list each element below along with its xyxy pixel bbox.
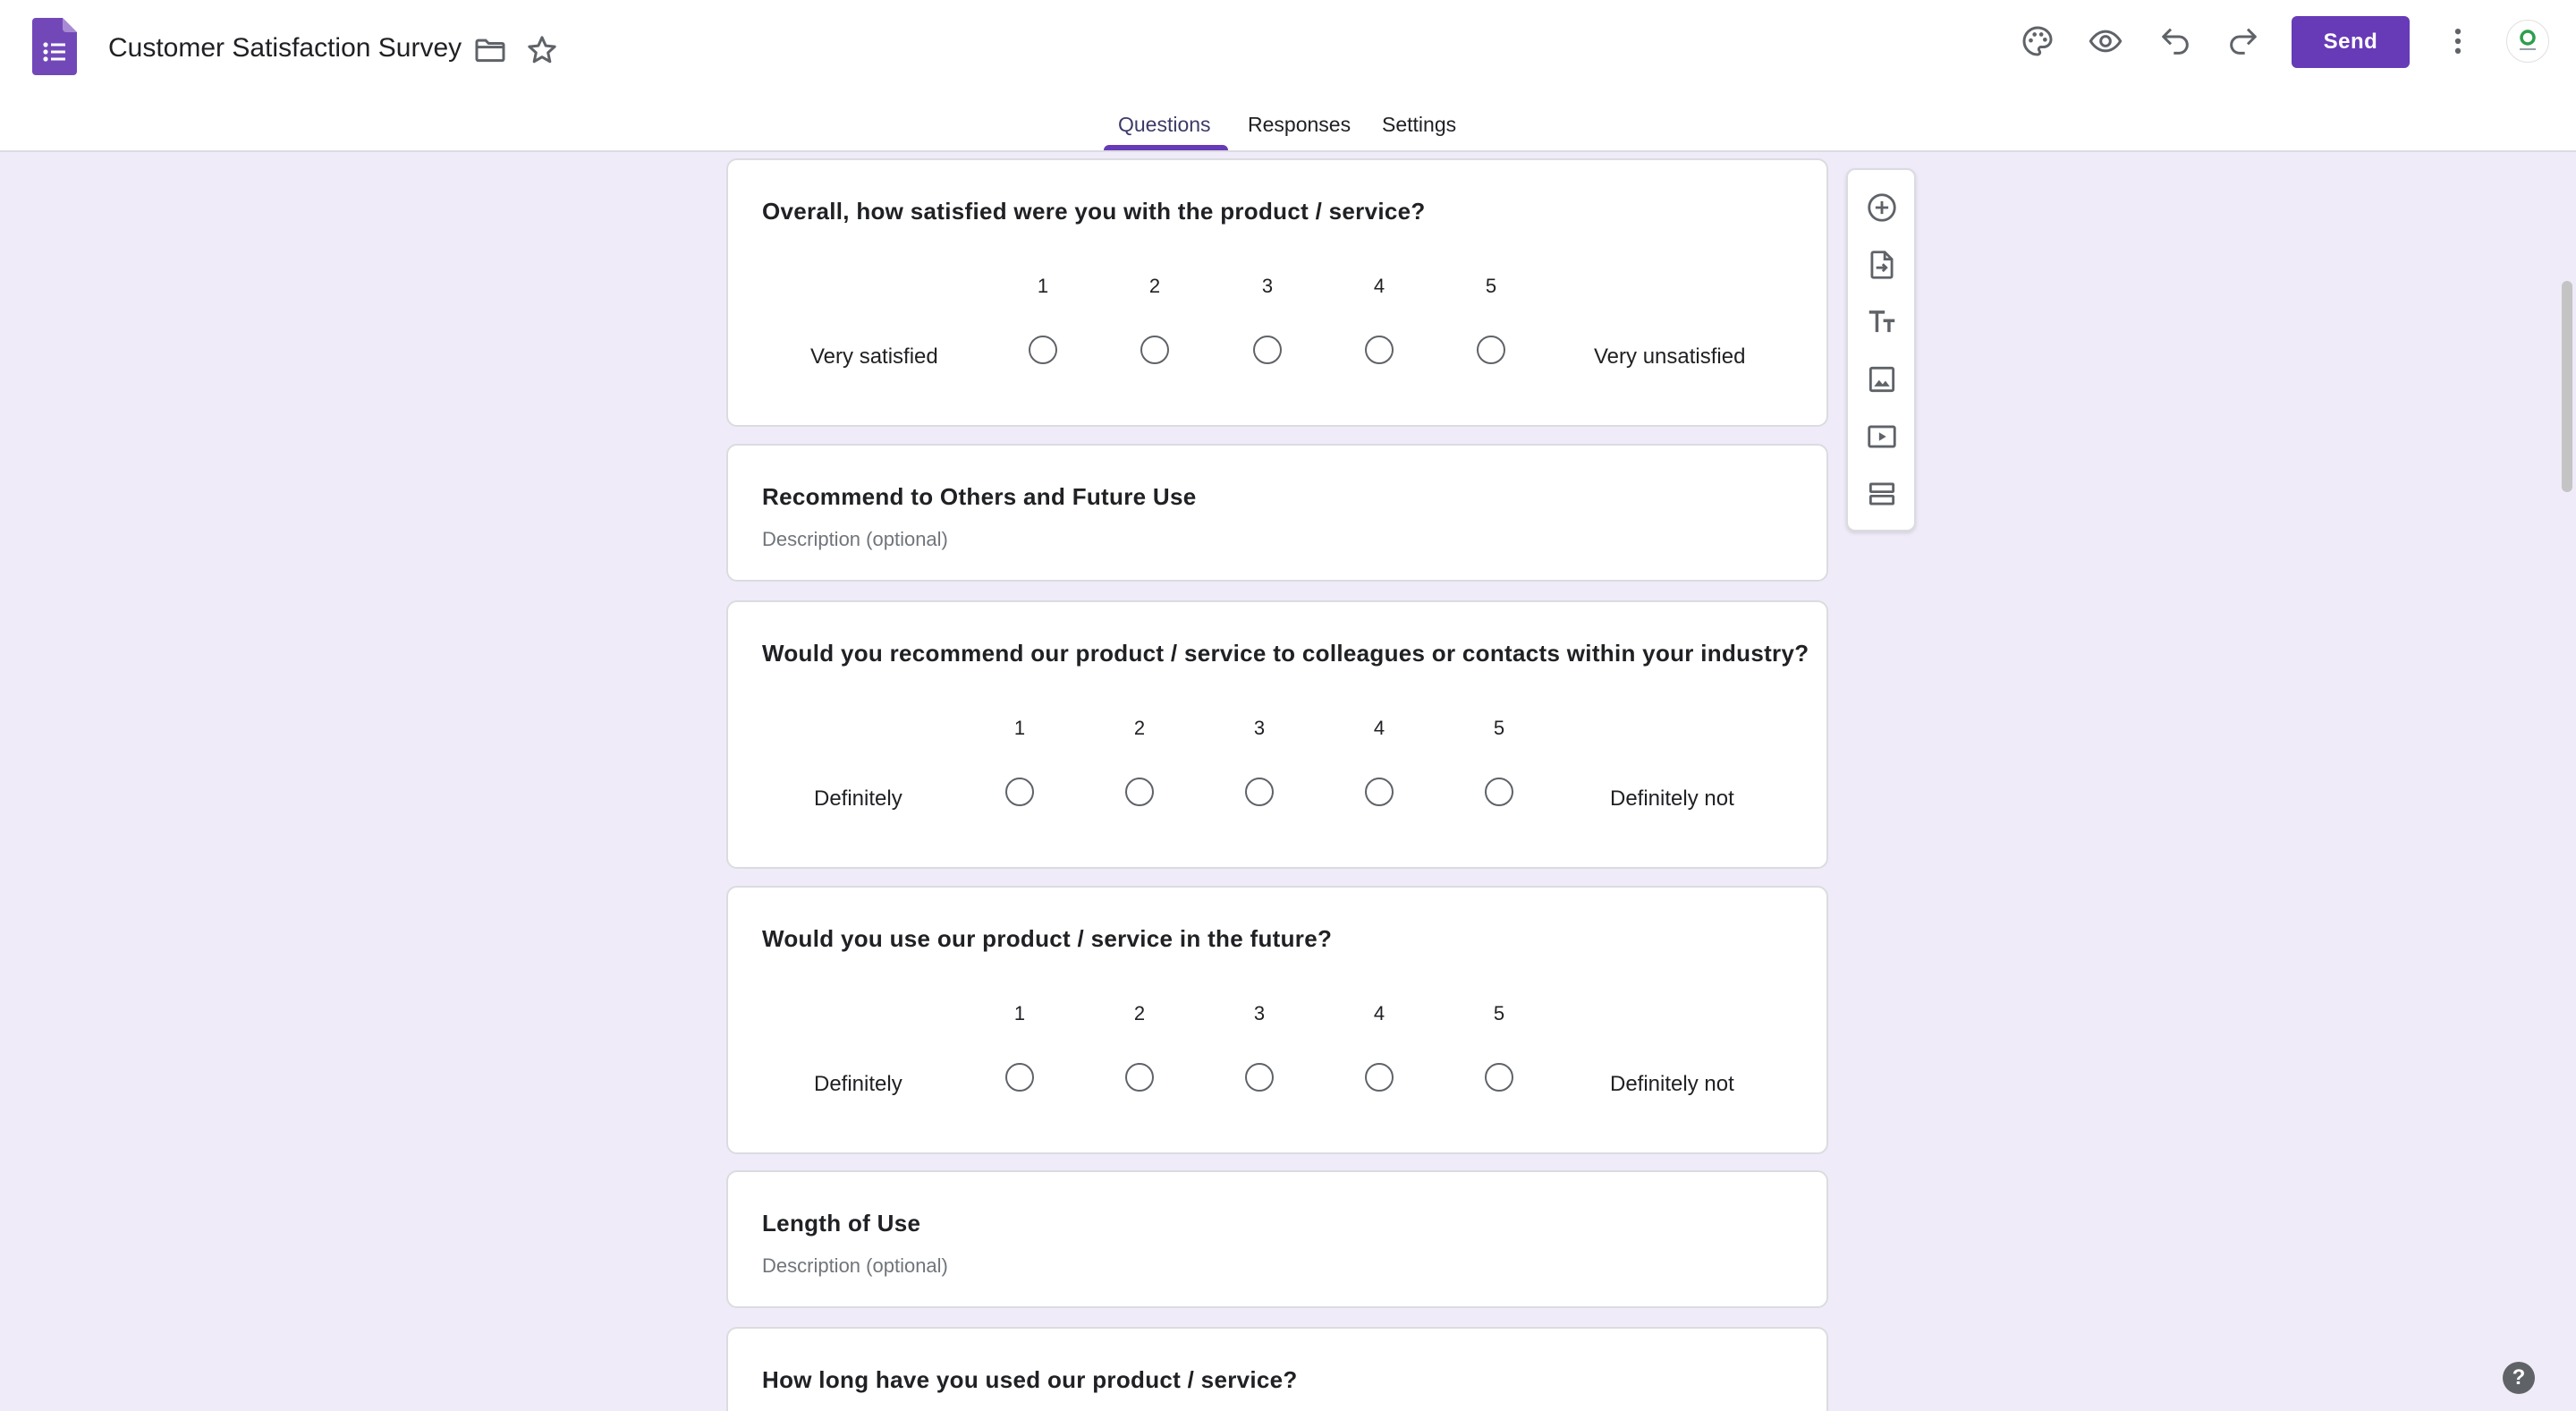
scale-radio-2[interactable] bbox=[1125, 778, 1154, 806]
scale-number: 1 bbox=[1013, 717, 1026, 739]
tab-responses[interactable]: Responses bbox=[1248, 113, 1352, 136]
document-title[interactable]: Customer Satisfaction Survey bbox=[108, 33, 462, 63]
scale-number: 5 bbox=[1493, 717, 1505, 739]
scale-number: 2 bbox=[1133, 717, 1146, 739]
tab-questions[interactable]: Questions bbox=[1118, 113, 1211, 136]
add-video-icon[interactable] bbox=[1861, 416, 1902, 457]
section-card-length-of-use[interactable] bbox=[726, 1170, 1828, 1308]
scale-number: 4 bbox=[1373, 717, 1385, 739]
scale-radio-2[interactable] bbox=[1140, 336, 1169, 364]
scale-number: 2 bbox=[1133, 1002, 1146, 1024]
scale-number: 3 bbox=[1261, 275, 1274, 297]
account-avatar[interactable] bbox=[2506, 20, 2549, 63]
star-icon[interactable] bbox=[521, 29, 564, 72]
scale-high-label: Definitely not bbox=[1610, 786, 1734, 811]
scale-radio-5[interactable] bbox=[1485, 778, 1513, 806]
preview-eye-icon[interactable] bbox=[2084, 20, 2127, 63]
google-forms-logo-icon[interactable] bbox=[32, 18, 77, 75]
scale-radio-4[interactable] bbox=[1365, 1063, 1394, 1092]
scale-radio-4[interactable] bbox=[1365, 336, 1394, 364]
section-title[interactable]: Recommend to Others and Future Use bbox=[762, 483, 1197, 510]
question-title[interactable]: Would you recommend our product / service to colleagues or contacts within your industry? bbox=[762, 640, 1809, 667]
question-card-overall-satisfaction[interactable] bbox=[726, 158, 1828, 427]
scale-low-label: Very satisfied bbox=[810, 344, 938, 369]
more-vert-icon[interactable] bbox=[2436, 20, 2479, 63]
scale-number: 3 bbox=[1253, 1002, 1266, 1024]
scale-number: 5 bbox=[1485, 275, 1497, 297]
tab-settings[interactable]: Settings bbox=[1382, 113, 1457, 136]
scale-high-label: Definitely not bbox=[1610, 1072, 1734, 1096]
scale-number: 1 bbox=[1037, 275, 1049, 297]
scale-number: 4 bbox=[1373, 1002, 1385, 1024]
section-description[interactable]: Description (optional) bbox=[762, 528, 948, 550]
scale-radio-5[interactable] bbox=[1485, 1063, 1513, 1092]
help-icon[interactable]: ? bbox=[2503, 1362, 2535, 1394]
palette-icon[interactable] bbox=[2016, 20, 2059, 63]
floating-toolbar bbox=[1846, 168, 1916, 531]
move-to-folder-icon[interactable] bbox=[469, 29, 512, 72]
scale-low-label: Definitely bbox=[814, 786, 902, 811]
scale-number: 3 bbox=[1253, 717, 1266, 739]
redo-icon[interactable] bbox=[2222, 20, 2265, 63]
section-title[interactable]: Length of Use bbox=[762, 1210, 921, 1237]
undo-icon[interactable] bbox=[2154, 20, 2197, 63]
scale-high-label: Very unsatisfied bbox=[1594, 344, 1746, 369]
scale-low-label: Definitely bbox=[814, 1072, 902, 1096]
scale-radio-1[interactable] bbox=[1005, 1063, 1034, 1092]
section-description[interactable]: Description (optional) bbox=[762, 1254, 948, 1277]
question-title[interactable]: How long have you used our product / service? bbox=[762, 1366, 1298, 1393]
import-questions-icon[interactable] bbox=[1861, 244, 1902, 285]
scale-radio-3[interactable] bbox=[1245, 1063, 1274, 1092]
scale-number: 1 bbox=[1013, 1002, 1026, 1024]
question-card-how-long[interactable] bbox=[726, 1327, 1828, 1411]
scale-radio-1[interactable] bbox=[1029, 336, 1057, 364]
add-image-icon[interactable] bbox=[1861, 359, 1902, 400]
scale-radio-3[interactable] bbox=[1245, 778, 1274, 806]
scale-radio-1[interactable] bbox=[1005, 778, 1034, 806]
send-button[interactable]: Send bbox=[2292, 16, 2410, 68]
question-title[interactable]: Overall, how satisfied were you with the product / service? bbox=[762, 198, 1426, 225]
scale-number: 4 bbox=[1373, 275, 1385, 297]
scale-radio-5[interactable] bbox=[1477, 336, 1505, 364]
question-card-recommend[interactable] bbox=[726, 600, 1828, 869]
add-question-icon[interactable] bbox=[1861, 187, 1902, 228]
section-card-recommend[interactable] bbox=[726, 444, 1828, 582]
scale-radio-4[interactable] bbox=[1365, 778, 1394, 806]
add-title-icon[interactable] bbox=[1861, 302, 1902, 343]
scale-radio-2[interactable] bbox=[1125, 1063, 1154, 1092]
app-header bbox=[0, 0, 2576, 152]
active-tab-indicator bbox=[1104, 145, 1228, 150]
form-tabs bbox=[0, 106, 2576, 152]
add-section-icon[interactable] bbox=[1861, 473, 1902, 514]
scrollbar-thumb[interactable] bbox=[2562, 281, 2572, 492]
scale-number: 2 bbox=[1148, 275, 1161, 297]
question-card-future-use[interactable] bbox=[726, 886, 1828, 1154]
scale-number: 5 bbox=[1493, 1002, 1505, 1024]
scale-radio-3[interactable] bbox=[1253, 336, 1282, 364]
question-title[interactable]: Would you use our product / service in the future? bbox=[762, 925, 1333, 952]
